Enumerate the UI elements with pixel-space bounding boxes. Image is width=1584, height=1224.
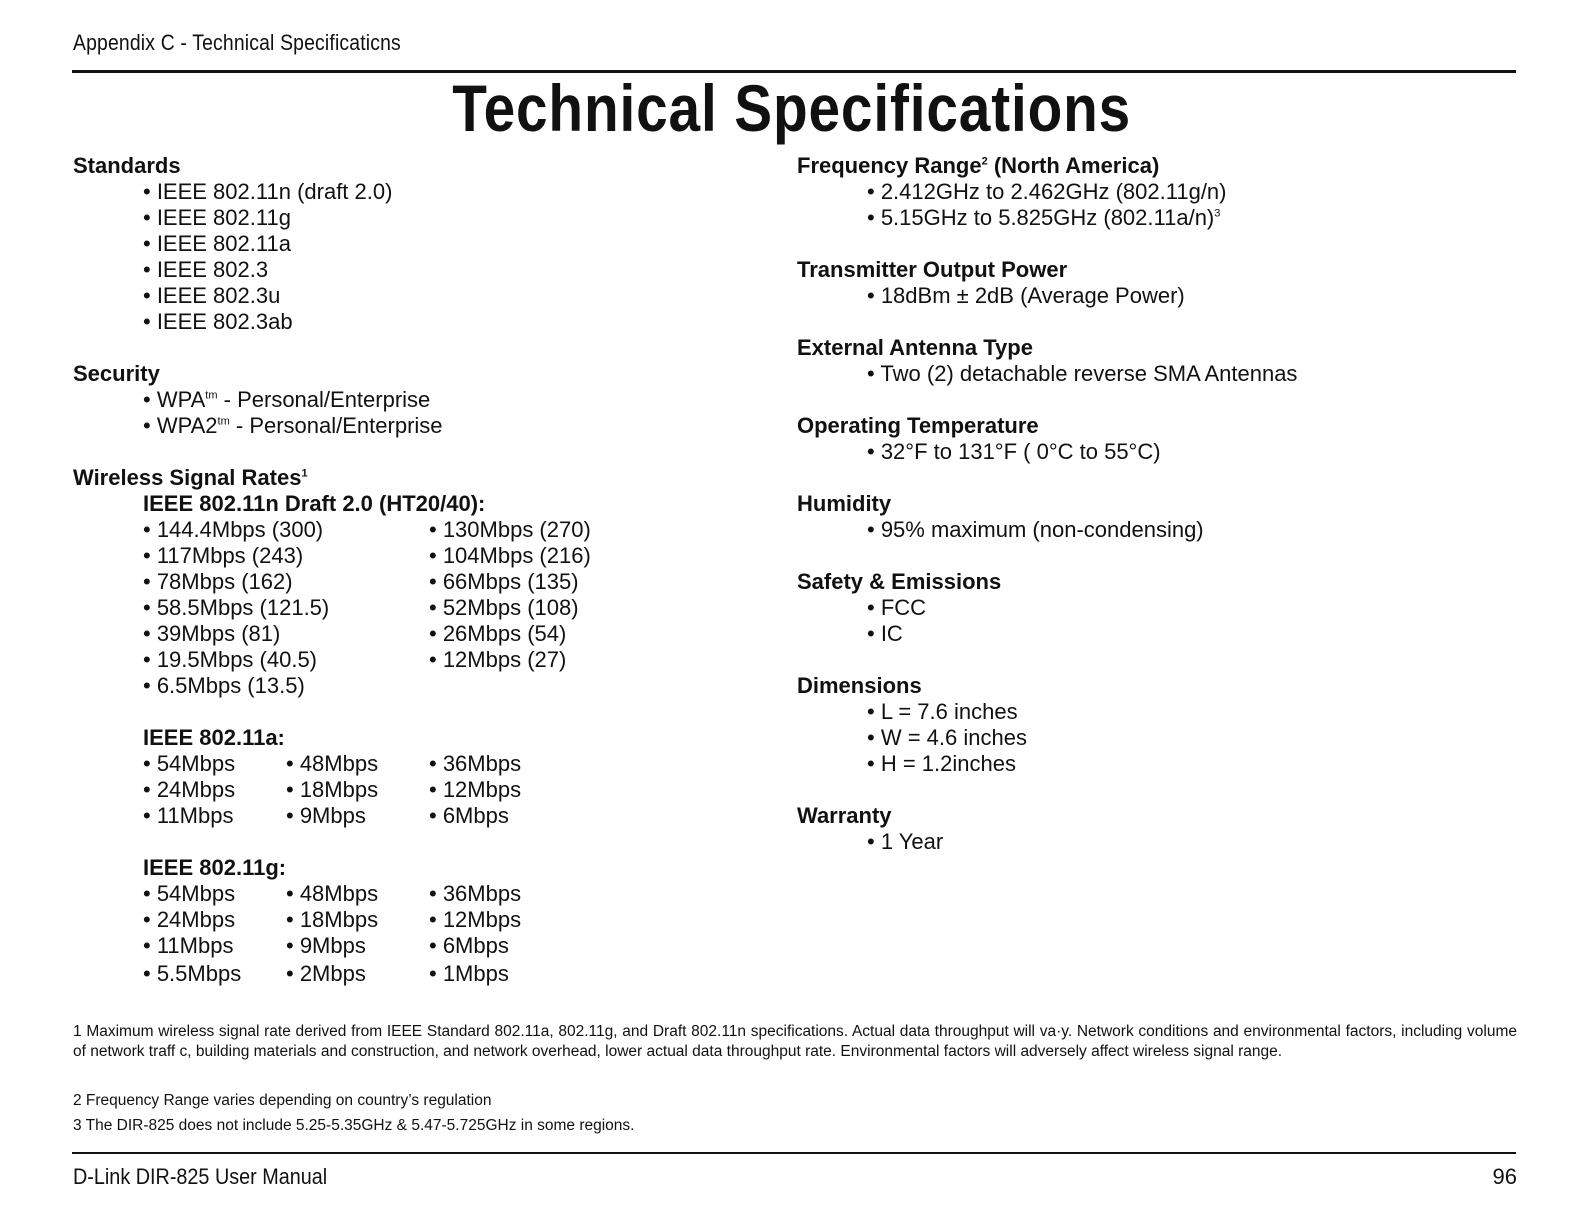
list-item: • Two (2) detachable reverse SMA Antennas <box>867 361 1298 386</box>
safety-heading: Safety & Emissions <box>797 569 1002 594</box>
list-item: • IEEE 802.3u <box>143 283 281 308</box>
table-row: • 19.5Mbps (40.5) • 12Mbps (27) <box>143 647 567 672</box>
list-item: • IC <box>867 621 903 646</box>
list-item: • IEEE 802.3ab <box>143 309 293 334</box>
page-title: Technical Specifications <box>452 71 1132 145</box>
list-item: • $WPA2^{tm}$ - Personal/Enterprise <box>143 413 443 438</box>
rates-g-heading: IEEE 802.11g: <box>143 855 287 880</box>
list-item: • IEEE 802.11n (draft 2.0) <box>143 179 393 204</box>
list-item: • IEEE 802.3 <box>143 257 269 282</box>
table-row: • 11Mbps • 9Mbps • 6Mbps <box>143 803 509 828</box>
table-row: • 24Mbps • 18Mbps • 12Mbps <box>143 907 522 932</box>
left-column <box>73 153 591 987</box>
dimensions-heading: Dimensions <box>797 673 922 698</box>
rates-n-heading: IEEE 802.11n Draft 2.0 (HT20/40): <box>143 491 486 516</box>
list-item: • H = 1.2inches <box>867 751 1016 776</box>
humidity-heading: Humidity <box>797 491 892 516</box>
table-row: • 11Mbps • 9Mbps • 6Mbps <box>143 933 509 958</box>
list-item: • FCC <box>867 595 927 620</box>
right-column <box>797 153 1297 855</box>
table-row: • 117Mbps (243) • 104Mbps (216) <box>143 543 591 568</box>
table-row: • 54Mbps • 48Mbps • 36Mbps <box>143 881 522 906</box>
footer-rule <box>72 1152 1516 1154</box>
list-item: • IEEE 802.11g <box>143 205 291 230</box>
list-item: • 32°F to 131°F ( 0°C to 55°C) <box>867 439 1161 464</box>
table-row: • 24Mbps • 18Mbps • 12Mbps <box>143 777 522 802</box>
list-item: • IEEE 802.11a <box>143 231 291 256</box>
table-row: • 58.5Mbps (121.5) • 52Mbps (108) <box>143 595 579 620</box>
table-row: • 144.4Mbps (300) • 130Mbps (270) <box>143 517 591 542</box>
footnote-1: 1 Maximum wireless signal rate derived from IEEE Standard 802.11a, 802.11g, and Draft 802.11n specifications. Actual data throughput will va·y. Network conditions and environmental factors, including volume of network traff c, building materials and construction, and network overhead, lower actual data throughput rate. Environmental factors will adversely affect wireless signal range. <box>73 1023 1517 1060</box>
table-row: • 54Mbps • 48Mbps • 36Mbps <box>143 751 522 776</box>
list-item: • 18dBm ± 2dB (Average Power) <box>867 283 1185 308</box>
footnote-2: 2 Frequency Range varies depending on country’s regulation <box>73 1092 492 1109</box>
warranty-heading: Warranty <box>797 803 892 828</box>
rates-heading: Wireless Signal Rates$^1$ <box>73 465 308 490</box>
table-row: • 5.5Mbps • 2Mbps • 1Mbps <box>143 961 509 986</box>
list-item: • $WPA^{tm}$ - Personal/Enterprise <box>143 387 431 412</box>
standards-heading: Standards <box>73 153 181 178</box>
rates-a-heading: IEEE 802.11a: <box>143 725 285 750</box>
table-row: • 39Mbps (81) • 26Mbps (54) <box>143 621 567 646</box>
table-row: • 78Mbps (162) • 66Mbps (135) <box>143 569 579 594</box>
frequency-heading: Frequency Range$^2$ (North America) <box>797 153 1160 178</box>
temperature-heading: Operating Temperature <box>797 413 1039 438</box>
footnote-3: 3 The DIR-825 does not include 5.25-5.35GHz & 5.47-5.725GHz in some regions. <box>73 1117 635 1134</box>
page-number: 96 <box>1492 1164 1517 1189</box>
list-item: • L = 7.6 inches <box>867 699 1018 724</box>
list-item: • 2.412GHz to 2.462GHz (802.11g/n) <box>867 179 1227 204</box>
power-heading: Transmitter Output Power <box>797 257 1068 282</box>
list-item: • 1 Year <box>867 829 944 854</box>
footer-manual-title: D-Link DIR-825 User Manual <box>73 1164 328 1189</box>
security-heading: Security <box>73 361 160 386</box>
table-row: • 6.5Mbps (13.5) <box>143 673 305 698</box>
list-item: • 5.15GHz to 5.825GHz $(802.11a/n)^3$ <box>867 205 1221 230</box>
antenna-heading: External Antenna Type <box>797 335 1033 360</box>
list-item: • 95% maximum (non-condensing) <box>867 517 1204 542</box>
list-item: • W = 4.6 inches <box>867 725 1027 750</box>
running-header: Appendix C - Technical Specificaticns <box>73 30 401 55</box>
